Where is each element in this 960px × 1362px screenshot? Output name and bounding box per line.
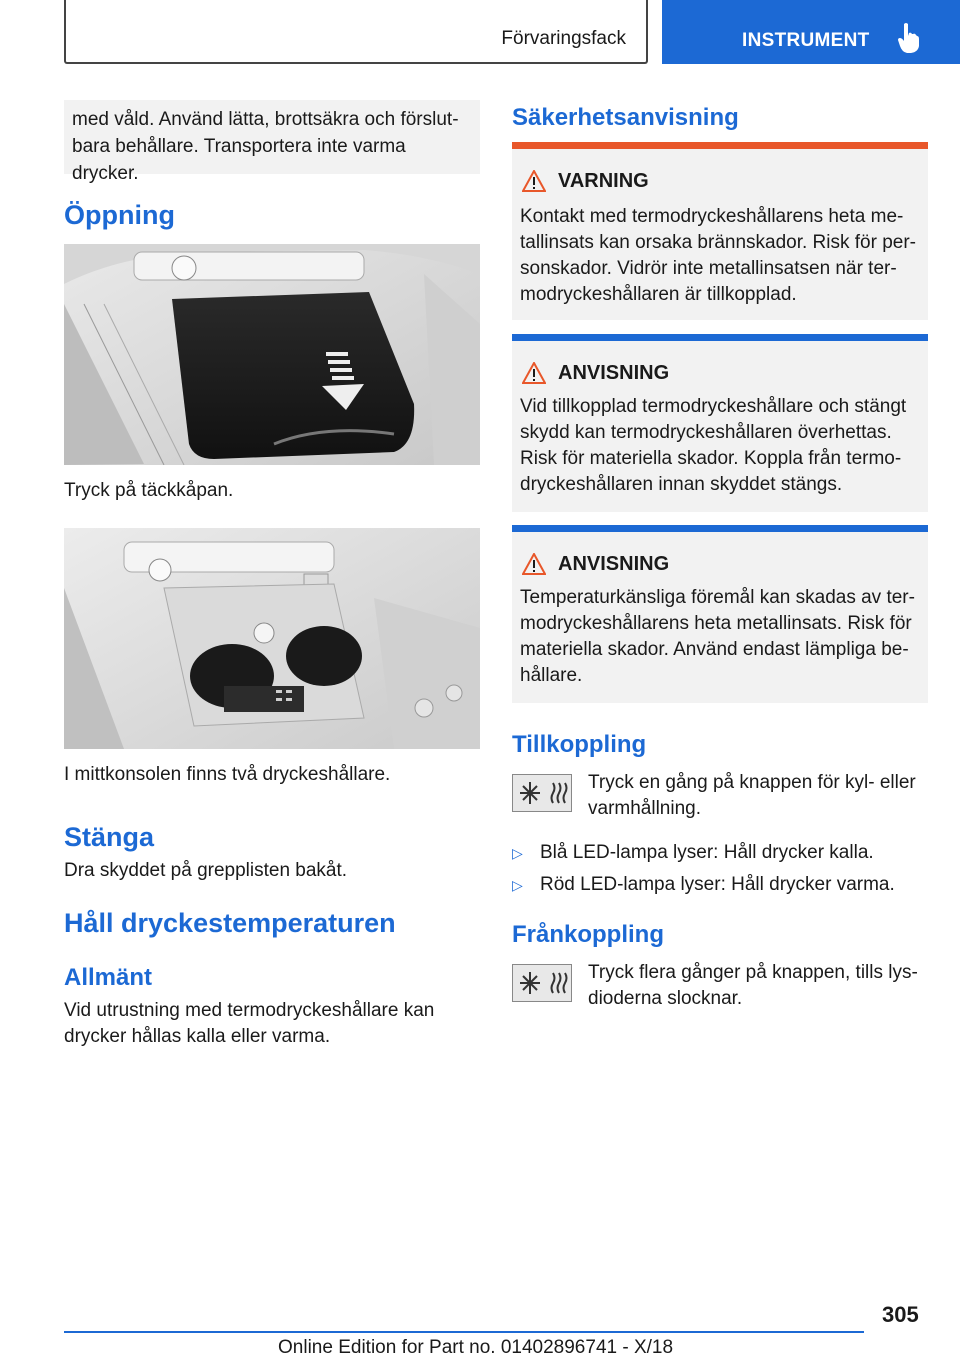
notice-text-line: hållare.: [520, 665, 583, 686]
notice-text-line: materiella skador. Använd endast lämpliga be-: [520, 639, 909, 660]
footer-divider: [64, 1331, 864, 1333]
notice-panel-sensitive: [512, 525, 928, 703]
notice-text: [520, 585, 920, 689]
notice-text: [520, 394, 920, 498]
warning-triangle-icon: [522, 553, 546, 575]
switch-off-text: [588, 960, 918, 1012]
warning-panel: [512, 142, 928, 320]
warning-text-line: sonskador. Vidrör inte metallinsatsen när ter-: [520, 258, 897, 279]
photo-cover-closed: [64, 244, 480, 465]
intro-panel: [64, 100, 480, 184]
switch-on-text-line: varmhållning.: [588, 798, 701, 819]
heading-keep-temperature: Håll dryckestemperaturen: [64, 908, 396, 938]
general-text-line: Vid utrustning med termodryckeshållare kan: [64, 1000, 435, 1021]
switch-on-text-line: Tryck en gång på knappen för kyl- eller: [588, 772, 916, 793]
heading-switch-off: Frånkoppling: [512, 921, 664, 948]
notice-text-line: Vid tillkopplad termodryckeshållare och stängt: [520, 396, 907, 417]
switch-on-text: [588, 770, 916, 822]
notice-text-line: Risk för materiella skador. Koppla från termo-: [520, 448, 902, 469]
caption-two-cupholders: I mittkonsolen finns två dryckeshållare.: [64, 764, 391, 785]
header-chapter-tab: [662, 0, 960, 64]
intro-text-line: bara behållare. Transportera inte varma drycker.: [72, 136, 406, 184]
notice-bar: [512, 334, 928, 341]
photo-cover-closed-illustration: [64, 244, 480, 465]
switch-off-text-line: Tryck flera gånger på knappen, tills lys-: [588, 962, 918, 983]
notice-text-line: skydd kan termodryckeshållaren överhettas.: [520, 422, 892, 443]
list-item-text: Blå LED-lampa lyser: Håll drycker kalla.: [540, 842, 874, 863]
cool-heat-button-icon-graphic: [513, 965, 571, 1001]
header-chapter-title: INSTRUMENT: [742, 30, 870, 51]
cool-heat-button-icon: [512, 964, 572, 1002]
notice-title: ANVISNING: [558, 362, 670, 384]
pointing-hand-icon: [896, 22, 922, 54]
bullet-triangle-icon: ▷: [512, 877, 523, 893]
notice-panel-overheat: [512, 334, 928, 512]
list-item: [512, 840, 874, 866]
heading-close: Stänga: [64, 822, 155, 852]
heading-opening: Öppning: [64, 200, 175, 230]
general-text: [64, 998, 434, 1050]
notice-title: ANVISNING: [558, 553, 670, 575]
warning-text-line: modryckeshållaren är tillkopplad.: [520, 284, 797, 305]
photo-cupholders-open-illustration: [64, 528, 480, 749]
list-item-text: Röd LED-lampa lyser: Håll drycker varma.: [540, 874, 895, 895]
heading-safety: Säkerhetsanvisning: [512, 104, 739, 131]
list-item: [512, 872, 895, 898]
warning-triangle-icon: [522, 170, 546, 192]
header-section-title: Förvaringsfack: [501, 28, 626, 49]
warning-triangle-icon: [522, 362, 546, 384]
close-instruction: Dra skyddet på grepplisten bakåt.: [64, 860, 348, 881]
heading-general: Allmänt: [64, 964, 153, 991]
switch-off-text-line: dioderna slocknar.: [588, 988, 743, 1009]
bullet-triangle-icon: ▷: [512, 845, 523, 861]
notice-text-line: dryckeshållaren innan skyddet stängs.: [520, 474, 843, 495]
notice-bar: [512, 525, 928, 532]
warning-text-line: Kontakt med termodryckeshållarens heta me-: [520, 206, 904, 227]
warning-text: [520, 204, 920, 308]
cool-heat-button-icon-graphic: [513, 775, 571, 811]
heading-switch-on: Tillkoppling: [512, 731, 647, 758]
warning-title: VARNING: [558, 170, 649, 192]
notice-text-line: Temperaturkänsliga föremål kan skadas av ter-: [520, 587, 915, 608]
warning-text-line: tallinsats kan orsaka brännskador. Risk för per-: [520, 232, 917, 253]
general-text-line: drycker hållas kalla eller varma.: [64, 1026, 331, 1047]
footer-edition: Online Edition for Part no. 01402896741 - X/18: [278, 1337, 674, 1358]
cool-heat-button-icon: [512, 774, 572, 812]
notice-text-line: modryckeshållarens heta metallinsats. Risk för: [520, 613, 912, 634]
photo-cupholders-open: [64, 528, 480, 749]
warning-bar: [512, 142, 928, 149]
page-number: 305: [882, 1302, 919, 1327]
caption-press-cover: Tryck på täckkåpan.: [64, 480, 234, 501]
intro-text-line: med våld. Använd lätta, brottsäkra och förslut-: [72, 109, 459, 130]
